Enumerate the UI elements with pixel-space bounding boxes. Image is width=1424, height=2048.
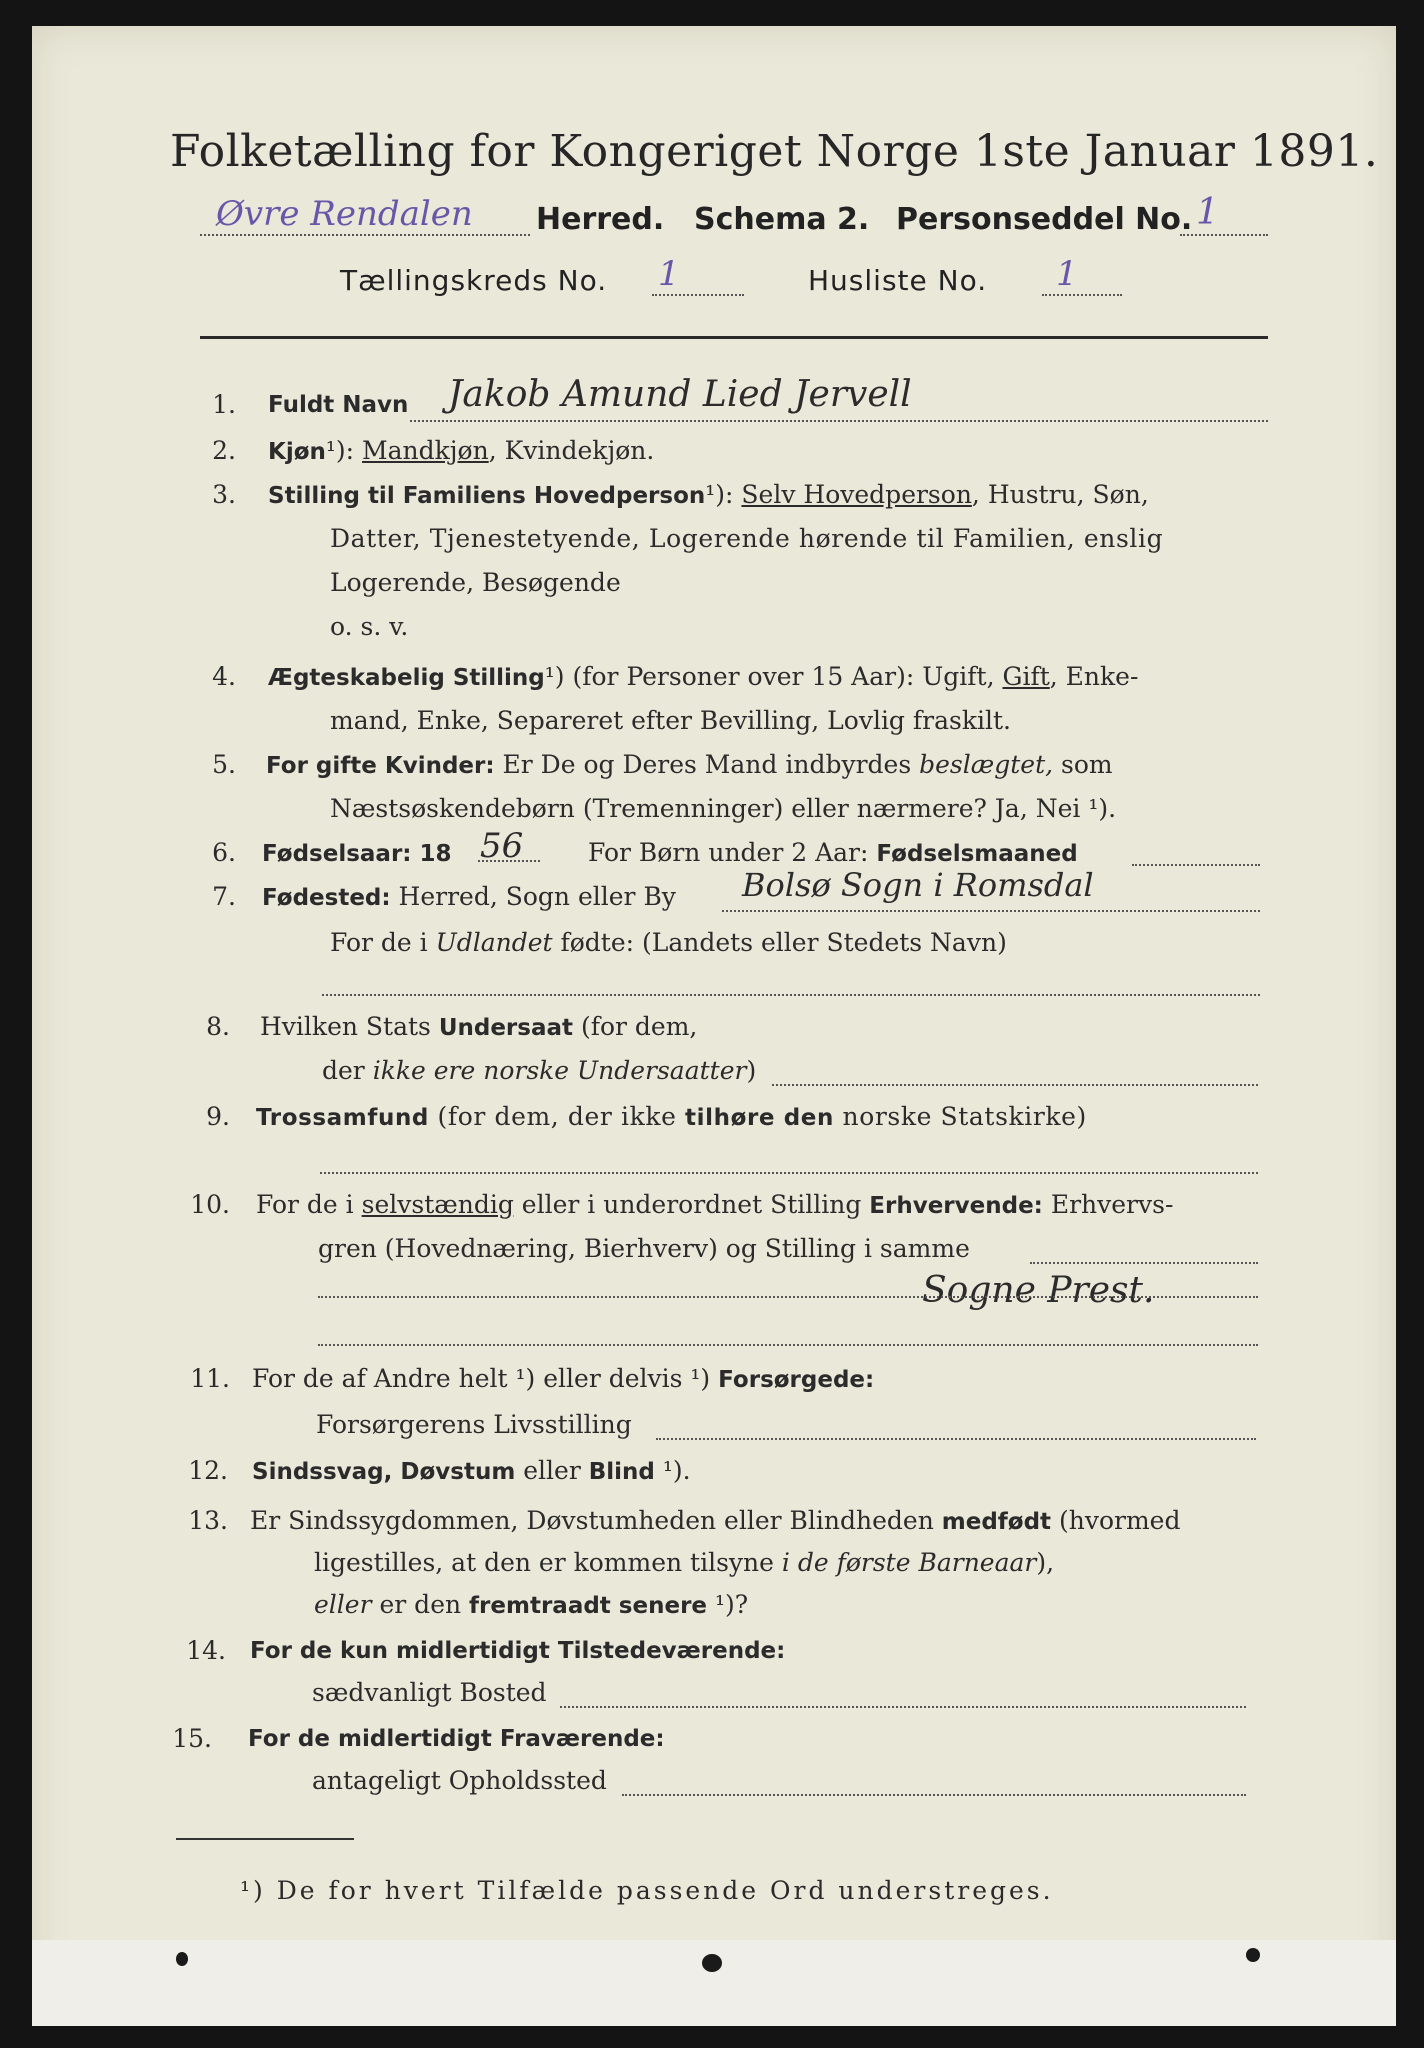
q8-line2: der ikke ere norske Undersaatter) [322,1056,757,1085]
footnote: ¹) De for hvert Tilfælde passende Ord understreges. [240,1876,1054,1905]
q11-line1: For de af Andre helt ¹) eller delvis ¹) Forsørgede: [252,1364,875,1393]
q3-line1: Stilling til Familiens Hovedperson¹): Selv Hovedperson, Hustru, Søn, [268,480,1149,509]
kreds-number: 1 [658,254,680,294]
q13-line3: eller er den fremtraadt senere ¹)? [314,1590,749,1619]
personseddel-label: Personseddel No. [896,202,1193,237]
item-number-2: 2. [212,436,236,465]
q4-line2: mand, Enke, Separeret efter Bevilling, Lovlig fraskilt. [330,706,1011,735]
q3-line2: Datter, Tjenestetyende, Logerende hørende til Familien, enslig [330,524,1164,553]
item-number-12: 12. [188,1456,228,1485]
header-line-herred [200,192,1270,248]
husliste-label: Husliste No. [808,264,988,297]
q15-line1: For de midlertidigt Fraværende: [248,1726,665,1752]
item-number-7: 7. [212,882,236,911]
q6-fodselsaar: Fødselsaar: 18 [262,841,452,867]
q7-line2: For de i Udlandet fødte: (Landets eller Stedets Navn) [330,928,1007,957]
q14-line2: sædvanligt Bosted [312,1678,547,1707]
item-number-5: 5. [212,750,236,779]
q6-fodselsmaaned: For Børn under 2 Aar: Fødselsmaaned [588,838,1078,867]
q14-line1: For de kun midlertidigt Tilstedeværende: [250,1638,786,1664]
q10-line1: For de i selvstændig eller i underordnet Stilling Erhvervende: Erhvervs- [256,1190,1174,1219]
q2-line: Kjøn¹): Mandkjøn, Kvindekjøn. [268,436,655,465]
a6-birth-year: 56 [480,826,524,866]
item-number-4: 4. [212,662,236,691]
q13-line2: ligestilles, at den er kommen tilsyne i de første Barneaar), [314,1548,1055,1577]
q11-line2: Forsørgerens Livsstilling [316,1410,632,1439]
item-number-3: 3. [212,480,236,509]
kreds-label: Tællingskreds No. [340,264,608,297]
item-number-15: 15. [172,1724,212,1753]
a7-birthplace: Bolsø Sogn i Romsdal [742,866,1094,904]
q8-line1: Hvilken Stats Undersaat (for dem, [260,1012,698,1041]
bottom-edge [32,1940,1396,2026]
herred-label: Herred. [536,202,665,237]
item-number-11: 11. [190,1364,230,1393]
q5-line2: Næstsøskendebørn (Tremenninger) eller nærmere? Ja, Nei ¹). [330,794,1117,823]
a1-fuldt-navn: Jakob Amund Lied Jervell [448,374,912,415]
header-divider [200,336,1268,339]
q7-line1: Fødested: Herred, Sogn eller By [262,882,676,911]
punch-hole-right [1246,1948,1260,1962]
item-number-6: 6. [212,838,236,867]
item-number-10: 10. [190,1190,230,1219]
item-number-1: 1. [212,390,236,419]
q12-line: Sindssvag, Døvstum eller Blind ¹). [252,1456,691,1485]
a10-occupation: Sogne Prest. [922,1270,1155,1311]
q3-line4: o. s. v. [330,612,409,641]
q1-label: Fuldt Navn [268,392,409,418]
footnote-rule [176,1838,354,1840]
header-line-kreds [330,254,1150,308]
herred-handwritten: Øvre Rendalen [216,194,473,234]
census-form-page [32,26,1396,2026]
item-number-14: 14. [186,1636,226,1665]
q9-line1: Trossamfund (for dem, der ikke tilhøre den norske Statskirke) [256,1102,1087,1131]
q13-line1: Er Sindssygdommen, Døvstumheden eller Blindheden medfødt (hvormed [250,1506,1181,1535]
q10-line2: gren (Hovednæring, Bierhverv) og Stilling i samme [318,1234,970,1263]
schema-label: Schema 2. [694,202,870,237]
q3-line3: Logerende, Besøgende [330,568,621,597]
personseddel-number: 1 [1196,192,1219,233]
item-number-13: 13. [188,1506,228,1535]
item-number-9: 9. [206,1102,230,1131]
item-number-8: 8. [206,1012,230,1041]
q4-line1: Ægteskabelig Stilling¹) (for Personer over 15 Aar): Ugift, Gift, Enke- [268,662,1139,691]
q5-line1: For gifte Kvinder: Er De og Deres Mand indbyrdes beslægtet, som [266,750,1113,779]
punch-hole-center [702,1954,722,1972]
q15-line2: antageligt Opholdssted [312,1766,607,1795]
punch-hole-left [176,1952,188,1966]
husliste-number: 1 [1056,254,1078,294]
form-title: Folketælling for Kongeriget Norge 1ste Januar 1891. [170,126,1379,177]
